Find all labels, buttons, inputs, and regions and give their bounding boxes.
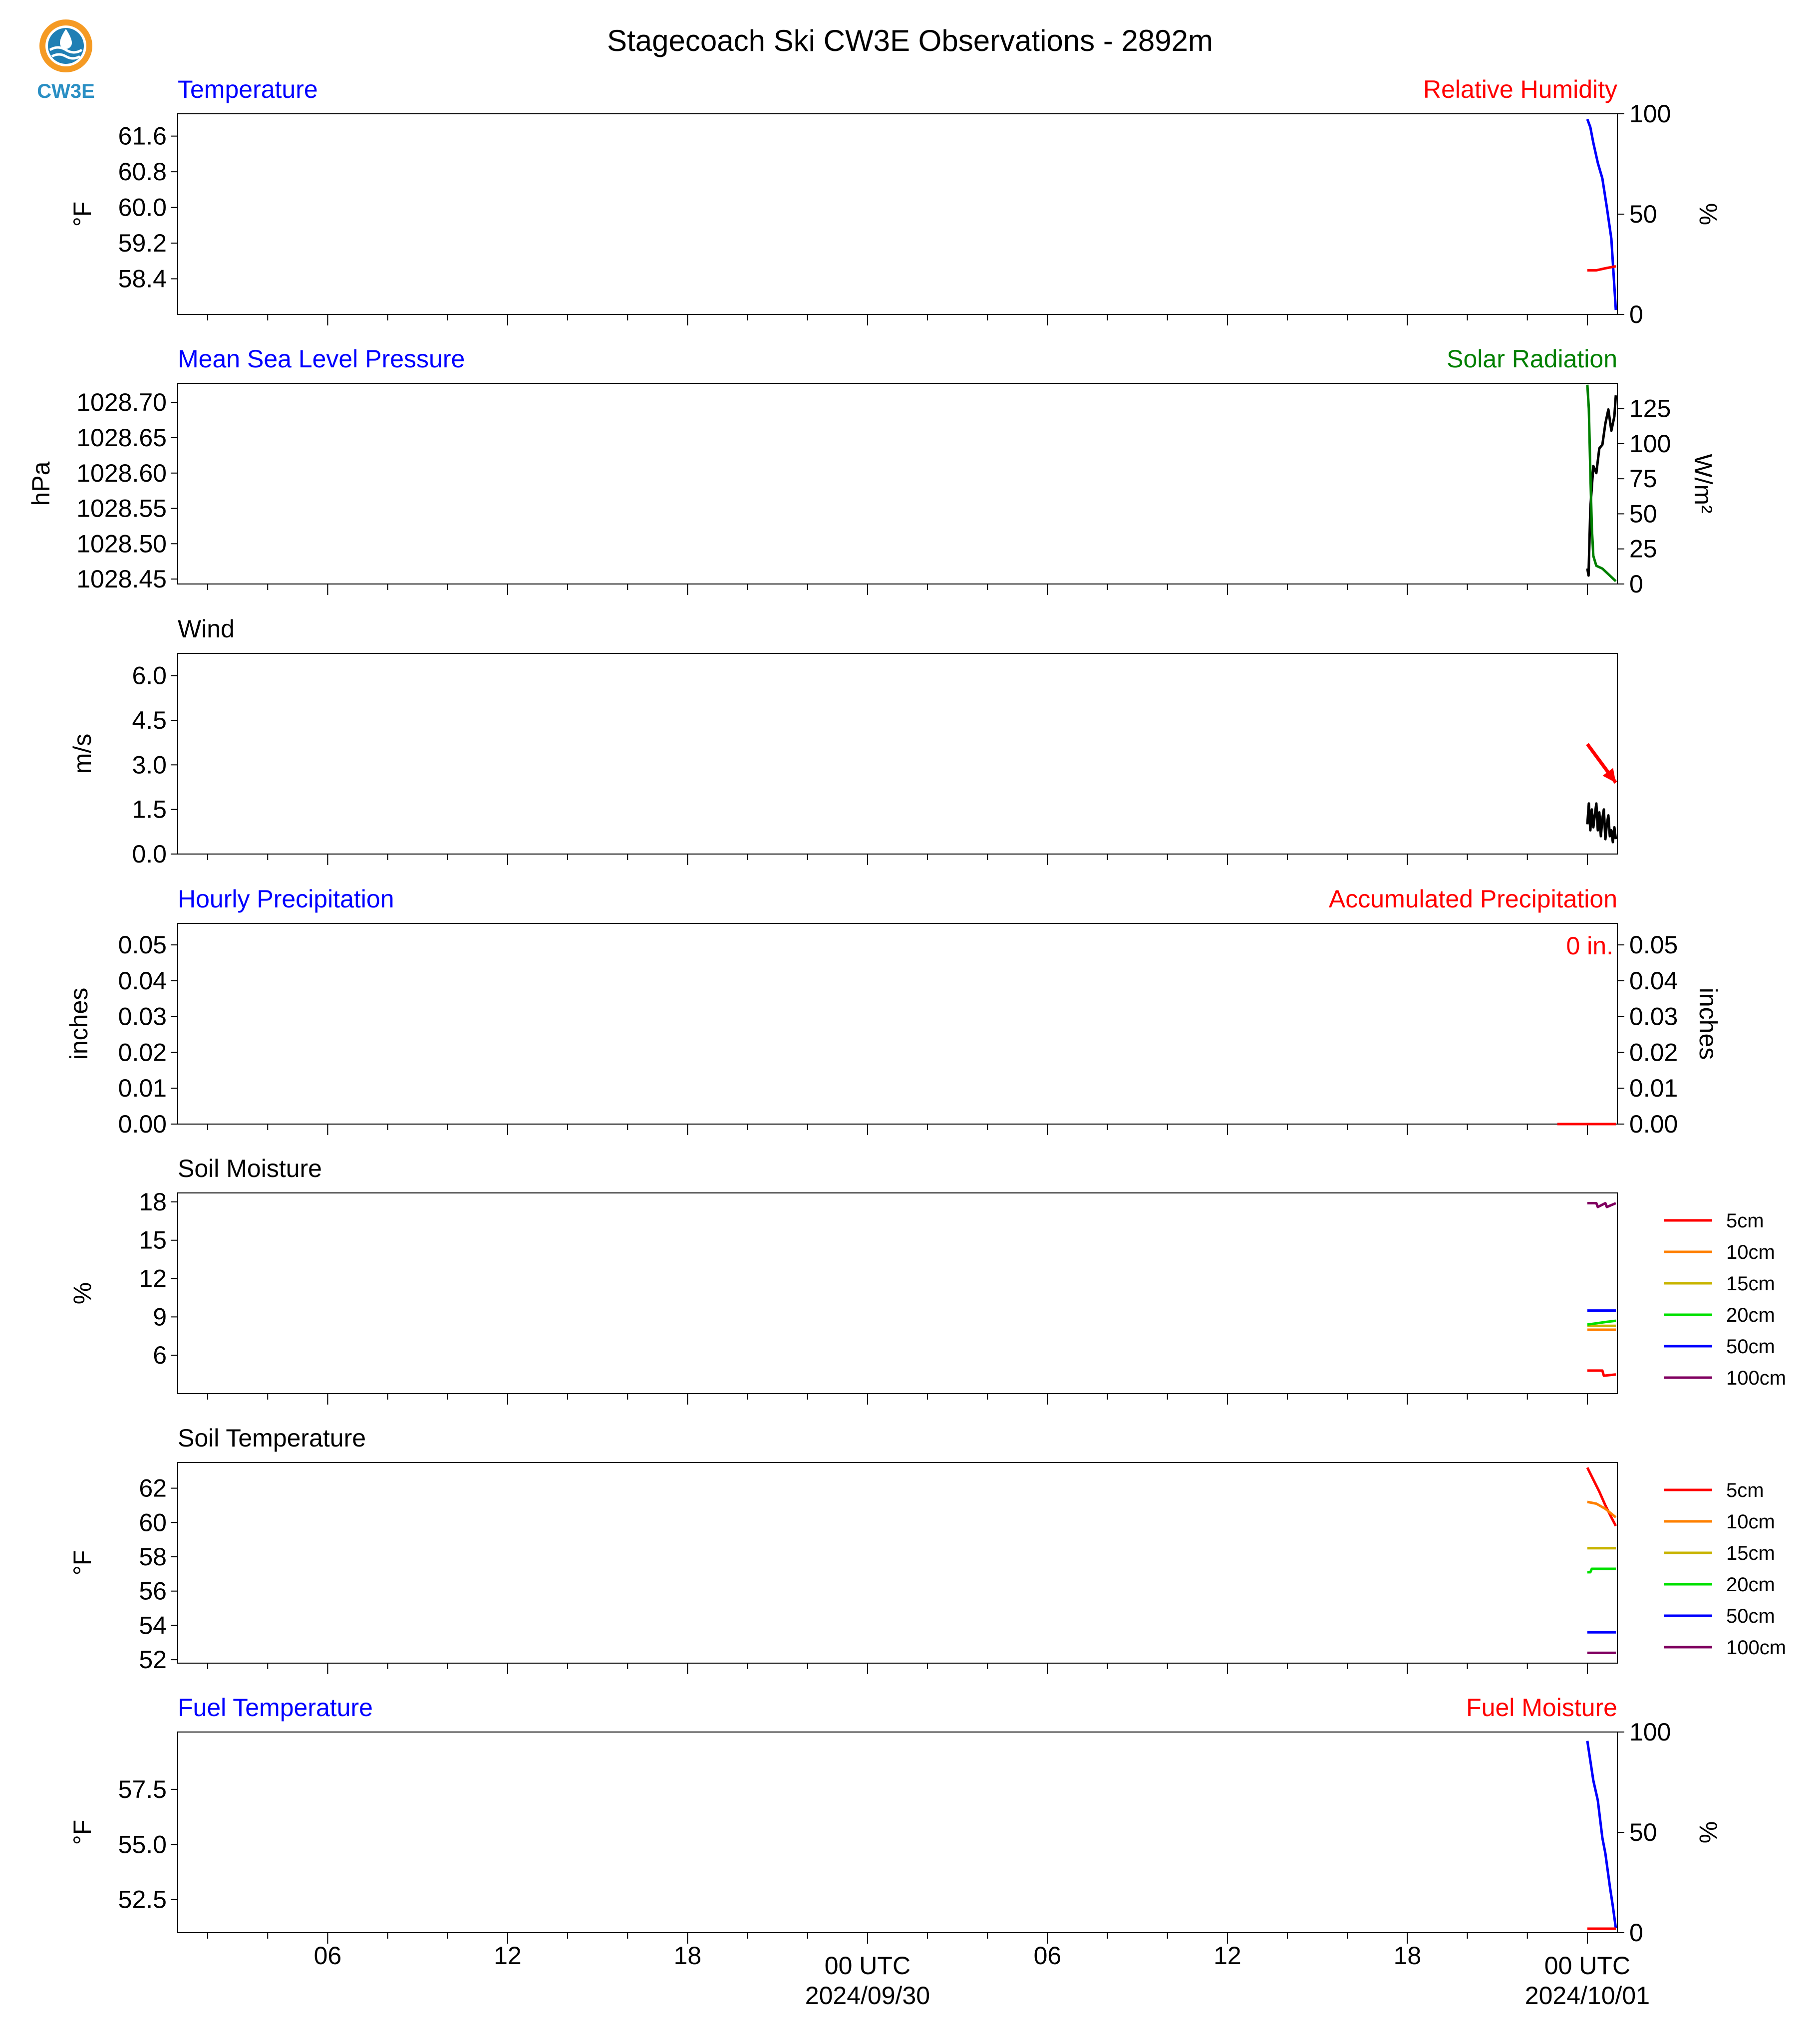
y-tick-label-left: 6.0 [132,661,167,690]
y-tick-label-right: 0.00 [1629,1110,1678,1138]
y-tick-label-right: 50 [1629,1818,1657,1846]
panel-2 [27,345,1717,598]
y-tick-label-right: 100 [1629,1718,1671,1746]
time-label-06a: 06 [313,1942,342,1970]
y-tick-label-left: 0.02 [118,1038,167,1067]
series-line-relative-humidity [1587,267,1616,271]
y-axis-label-right: W/m² [1689,454,1717,514]
accumulated-total-label: 0 in. [1566,932,1613,960]
y-axis-label-left: hPa [27,461,55,506]
y-tick-label-left: 57.5 [118,1775,167,1803]
time-label-00utc-b: 00 UTC [1544,1952,1631,1980]
y-tick-label-right: 0 [1629,570,1643,598]
series-line-10cm [1587,1502,1616,1517]
series-line-5cm [1587,1467,1616,1526]
time-sublabel-date-a: 2024/09/30 [805,1982,930,2010]
logo-text: CW3E [37,80,95,102]
panel-4 [65,885,1722,1138]
y-tick-label-left: 1028.50 [76,530,167,558]
panel-title-left: Temperature [178,75,318,103]
time-label-12b: 12 [1213,1942,1241,1970]
y-tick-label-left: 55.0 [118,1830,167,1859]
panel-title-right: Fuel Moisture [1466,1694,1617,1722]
time-label-18b: 18 [1393,1942,1422,1970]
y-tick-label-right: 0.01 [1629,1074,1678,1103]
panel-title-left: Soil Moisture [178,1155,322,1182]
series-line-wind-speed [1587,804,1616,842]
y-tick-label-left: 15 [139,1226,167,1254]
series-line-20cm [1587,1321,1616,1325]
y-tick-label-left: 0.0 [132,840,167,868]
y-axis-label-left: m/s [68,733,96,774]
y-tick-label-left: 62 [139,1474,167,1502]
cw3e-logo [37,19,95,102]
time-label-12a: 12 [494,1942,522,1970]
panel-frame [178,1193,1617,1394]
y-axis-label-left: % [68,1282,96,1305]
y-tick-label-left: 18 [139,1187,167,1216]
panel-frame [178,1732,1617,1933]
panel-title-left: Soil Temperature [178,1424,366,1452]
panel-title-right: Solar Radiation [1447,345,1617,373]
panels [27,75,1786,1947]
y-tick-label-right: 0.02 [1629,1038,1678,1067]
time-label-18a: 18 [673,1942,702,1970]
y-tick-label-right: 125 [1629,394,1671,423]
y-tick-label-left: 0.00 [118,1110,167,1138]
y-tick-label-right: 0.05 [1629,931,1678,959]
panel-title-left: Mean Sea Level Pressure [178,345,465,373]
y-axis-label-left: °F [68,201,96,227]
y-axis-label-left: °F [68,1819,96,1845]
y-axis-label-right: % [1694,1821,1722,1844]
y-tick-label-left: 6 [153,1341,167,1370]
time-axis-labels [314,1942,1650,2010]
panel-title-left: Wind [178,615,235,643]
legend-label: 100cm [1726,1367,1787,1389]
series-line-solar-radiation [1587,385,1616,581]
legend-label: 10cm [1726,1511,1775,1533]
panel-1 [68,75,1722,328]
panel-frame [178,1462,1617,1663]
panel-6 [68,1424,1786,1674]
panel-frame [178,383,1617,584]
y-tick-label-left: 1028.55 [76,494,167,523]
y-tick-label-right: 25 [1629,535,1657,563]
y-axis-label-right: inches [1694,987,1722,1060]
legend-label: 20cm [1726,1304,1775,1326]
series-line-100cm [1587,1203,1616,1207]
legend-label: 15cm [1726,1273,1775,1295]
legend-label: 20cm [1726,1574,1775,1596]
y-axis-label-right: % [1694,203,1722,226]
y-tick-label-right: 0.03 [1629,1002,1678,1031]
y-tick-label-left: 58.4 [118,265,167,293]
panel-title-right: Relative Humidity [1423,75,1617,103]
figure-title: Stagecoach Ski CW3E Observations - 2892m [607,24,1213,57]
y-tick-label-left: 58 [139,1542,167,1571]
panel-frame [178,923,1617,1124]
panel-title-right: Accumulated Precipitation [1328,885,1617,913]
y-tick-label-left: 4.5 [132,706,167,734]
panel-5 [68,1155,1786,1405]
legend [1664,1210,1786,1389]
panel-3 [68,615,1617,868]
panel-7 [68,1694,1722,1947]
legend-label: 5cm [1726,1479,1764,1501]
y-tick-label-left: 3.0 [132,751,167,779]
y-tick-label-right: 50 [1629,500,1657,528]
y-tick-label-left: 1028.70 [76,388,167,417]
y-tick-label-left: 54 [139,1611,167,1640]
y-tick-label-left: 56 [139,1577,167,1605]
y-tick-label-left: 1028.60 [76,459,167,487]
y-axis-label-left: inches [65,987,93,1060]
time-label-06b: 06 [1033,1942,1062,1970]
legend-label: 50cm [1726,1336,1775,1358]
legend-label: 50cm [1726,1605,1775,1627]
panel-frame [178,114,1617,314]
legend-label: 100cm [1726,1637,1787,1659]
y-tick-label-left: 60 [139,1508,167,1537]
y-tick-label-right: 0 [1629,1919,1643,1947]
y-tick-label-left: 60.0 [118,193,167,222]
y-tick-label-left: 61.6 [118,122,167,150]
series-line-temperature [1587,119,1616,310]
y-tick-label-left: 52 [139,1646,167,1674]
y-tick-label-left: 59.2 [118,229,167,258]
y-tick-label-left: 52.5 [118,1885,167,1914]
y-tick-label-right: 75 [1629,465,1657,493]
y-tick-label-left: 0.01 [118,1074,167,1103]
y-tick-label-left: 0.04 [118,966,167,995]
y-tick-label-left: 0.03 [118,1002,167,1031]
legend [1664,1479,1786,1659]
y-tick-label-right: 50 [1629,200,1657,228]
panel-frame [178,653,1617,854]
legend-label: 15cm [1726,1542,1775,1564]
y-tick-label-left: 1.5 [132,795,167,824]
legend-label: 10cm [1726,1241,1775,1263]
y-tick-label-left: 0.05 [118,931,167,959]
y-tick-label-left: 12 [139,1264,167,1293]
legend-label: 5cm [1726,1210,1764,1232]
series-line-5cm [1587,1371,1616,1376]
y-tick-label-right: 100 [1629,429,1671,458]
y-tick-label-right: 100 [1629,100,1671,128]
y-tick-label-right: 0.04 [1629,966,1678,995]
y-tick-label-right: 0 [1629,300,1643,328]
time-label-00utc-a: 00 UTC [824,1952,911,1980]
y-tick-label-left: 60.8 [118,158,167,186]
y-tick-label-left: 1028.65 [76,423,167,452]
series-line-20cm [1587,1569,1616,1572]
y-axis-label-left: °F [68,1550,96,1576]
panel-title-left: Fuel Temperature [178,1694,373,1722]
y-tick-label-left: 9 [153,1303,167,1331]
panel-title-left: Hourly Precipitation [178,885,394,913]
series-line-fuel-temperature [1587,1741,1616,1929]
time-sublabel-date-b: 2024/10/01 [1524,1982,1650,2010]
y-tick-label-left: 1028.45 [76,565,167,593]
